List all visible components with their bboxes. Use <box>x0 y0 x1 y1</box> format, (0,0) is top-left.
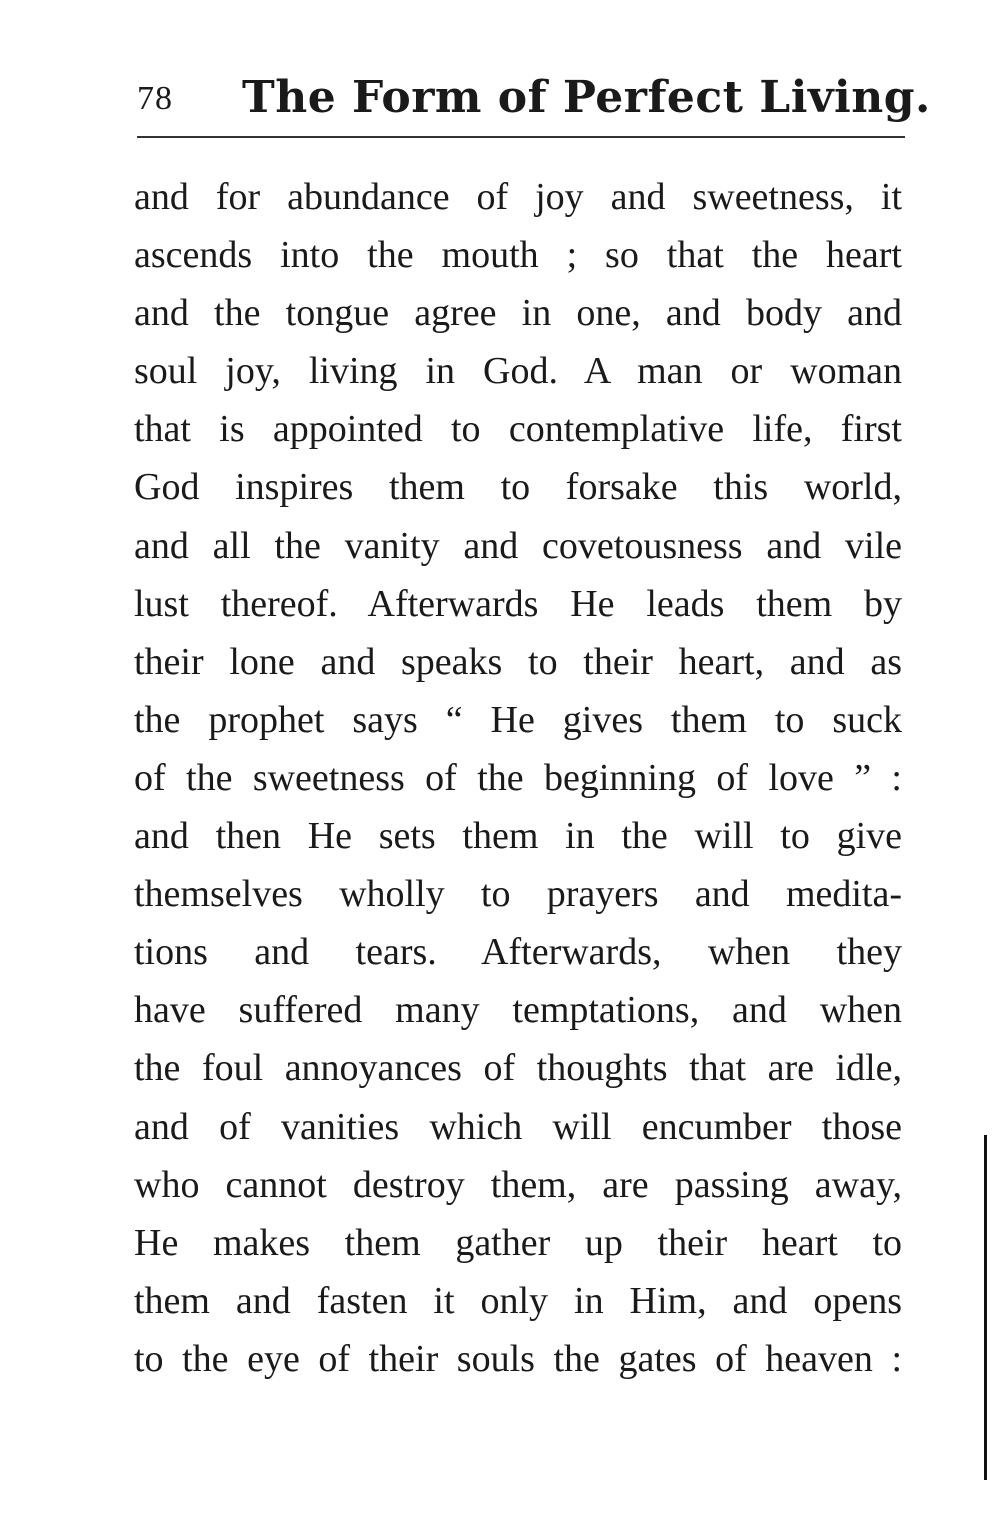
text-line: and for abundance of joy and sweetness, it <box>134 176 902 218</box>
page-header <box>137 72 931 128</box>
text-line: soul joy, living in God. A man or woman <box>134 350 902 393</box>
header-rule <box>137 136 905 138</box>
text-line: and all the vanity and covetousness and vile <box>134 524 902 567</box>
running-title: The Form of Perfect Living. <box>242 72 931 123</box>
text-line: them and fasten it only in Him, and opens <box>134 1279 902 1322</box>
text-line: themselves wholly to prayers and medita- <box>134 873 902 916</box>
text-line: and of vanities which will encumber those <box>134 1105 902 1148</box>
text-line: of the sweetness of the beginning of love ” : <box>134 756 902 799</box>
page-edge-mark <box>984 1135 987 1480</box>
text-line: their lone and speaks to their heart, and as <box>134 640 902 683</box>
text-line: tions and tears. Afterwards, when they <box>134 931 902 974</box>
text-line: and the tongue agree in one, and body and <box>134 292 902 335</box>
text-line: to the eye of their souls the gates of heaven : <box>134 1337 902 1380</box>
text-line: and then He sets them in the will to give <box>134 815 902 858</box>
text-line: have suffered many temptations, and when <box>134 989 902 1032</box>
text-line: the prophet says “ He gives them to suck <box>134 698 902 741</box>
text-line: who cannot destroy them, are passing away, <box>134 1163 902 1206</box>
text-line: that is appointed to contemplative life, first <box>134 408 902 451</box>
text-line: the foul annoyances of thoughts that are idle, <box>134 1047 902 1090</box>
text-line: lust thereof. Afterwards He leads them by <box>134 582 902 625</box>
text-line: He makes them gather up their heart to <box>134 1221 902 1264</box>
text-line: God inspires them to forsake this world, <box>134 466 902 509</box>
text-line: ascends into the mouth ; so that the heart <box>134 234 902 277</box>
page-number: 78 <box>137 80 173 117</box>
body-text <box>134 168 902 1388</box>
